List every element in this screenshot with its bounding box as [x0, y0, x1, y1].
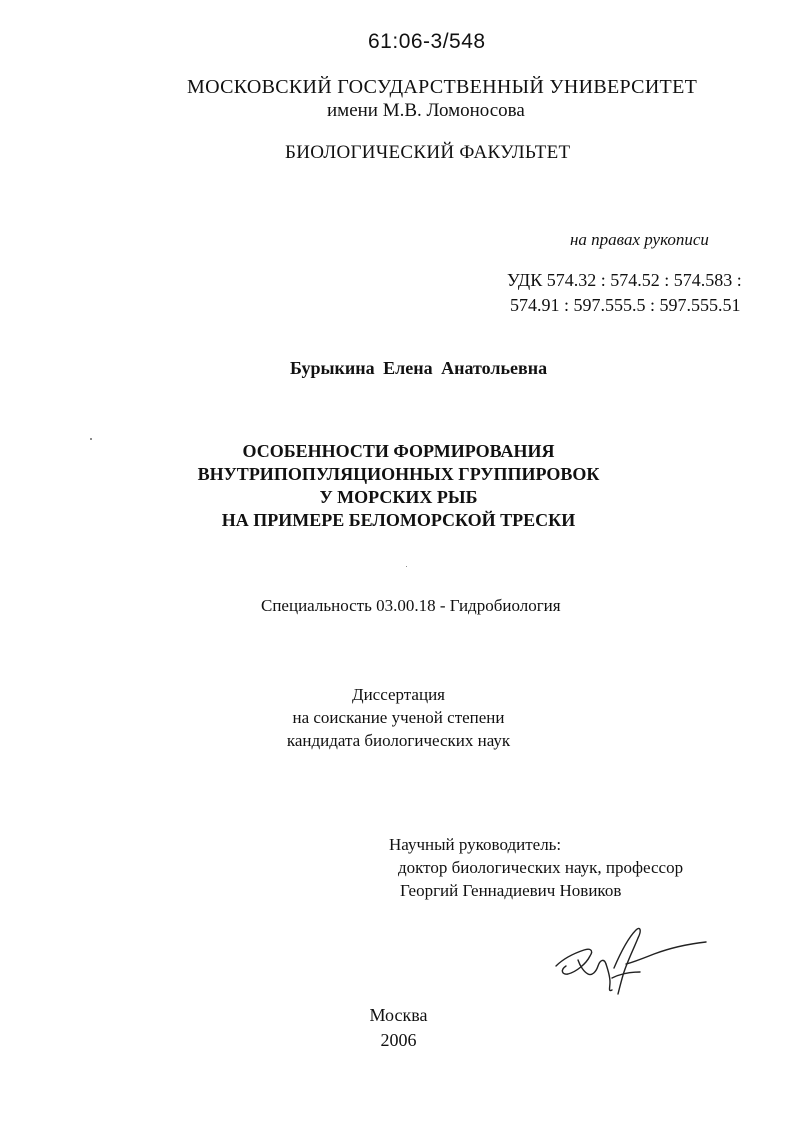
manuscript-note: на правах рукописи — [570, 230, 709, 249]
udk-line-1: УДК 574.32 : 574.52 : 574.583 : — [507, 270, 742, 290]
year: 2006 — [380, 1030, 417, 1050]
handwritten-signature — [550, 920, 710, 1000]
scan-speck — [406, 566, 407, 567]
dissertation-line: на соискание ученой степени — [292, 708, 505, 727]
title-line: ОСОБЕННОСТИ ФОРМИРОВАНИЯ — [242, 441, 555, 461]
title-line: ВНУТРИПОПУЛЯЦИОННЫХ ГРУППИРОВОК — [197, 464, 600, 484]
place-and-year — [0, 1003, 797, 1053]
supervisor-name: Георгий Геннадиевич Новиков — [400, 881, 622, 900]
dissertation-title — [0, 440, 797, 532]
catalog-number: 61:06-3/548 — [368, 30, 486, 53]
dissertation-line: кандидата биологических наук — [286, 731, 511, 750]
university-name: МОСКОВСКИЙ ГОСУДАРСТВЕННЫЙ УНИВЕРСИТЕТ — [187, 76, 698, 98]
title-line: У МОРСКИХ РЫБ — [319, 487, 478, 507]
scan-speck — [90, 438, 92, 440]
specialty: Специальность 03.00.18 - Гидробиология — [261, 596, 561, 615]
title-line: НА ПРИМЕРЕ БЕЛОМОРСКОЙ ТРЕСКИ — [221, 510, 576, 530]
author-name: Бурыкина Елена Анатольевна — [290, 358, 548, 378]
dissertation-line: Диссертация — [351, 685, 445, 704]
supervisor-degree: доктор биологических наук, профессор — [398, 858, 684, 877]
university-named-after: имени М.В. Ломоносова — [327, 100, 525, 121]
faculty-name: БИОЛОГИЧЕСКИЙ ФАКУЛЬТЕТ — [285, 142, 571, 163]
dissertation-type — [0, 683, 797, 752]
supervisor-block — [389, 833, 683, 902]
supervisor-label: Научный руководитель: — [389, 835, 562, 854]
udk-line-2: 574.91 : 597.555.5 : 597.555.51 — [510, 295, 741, 315]
city: Москва — [369, 1005, 428, 1025]
